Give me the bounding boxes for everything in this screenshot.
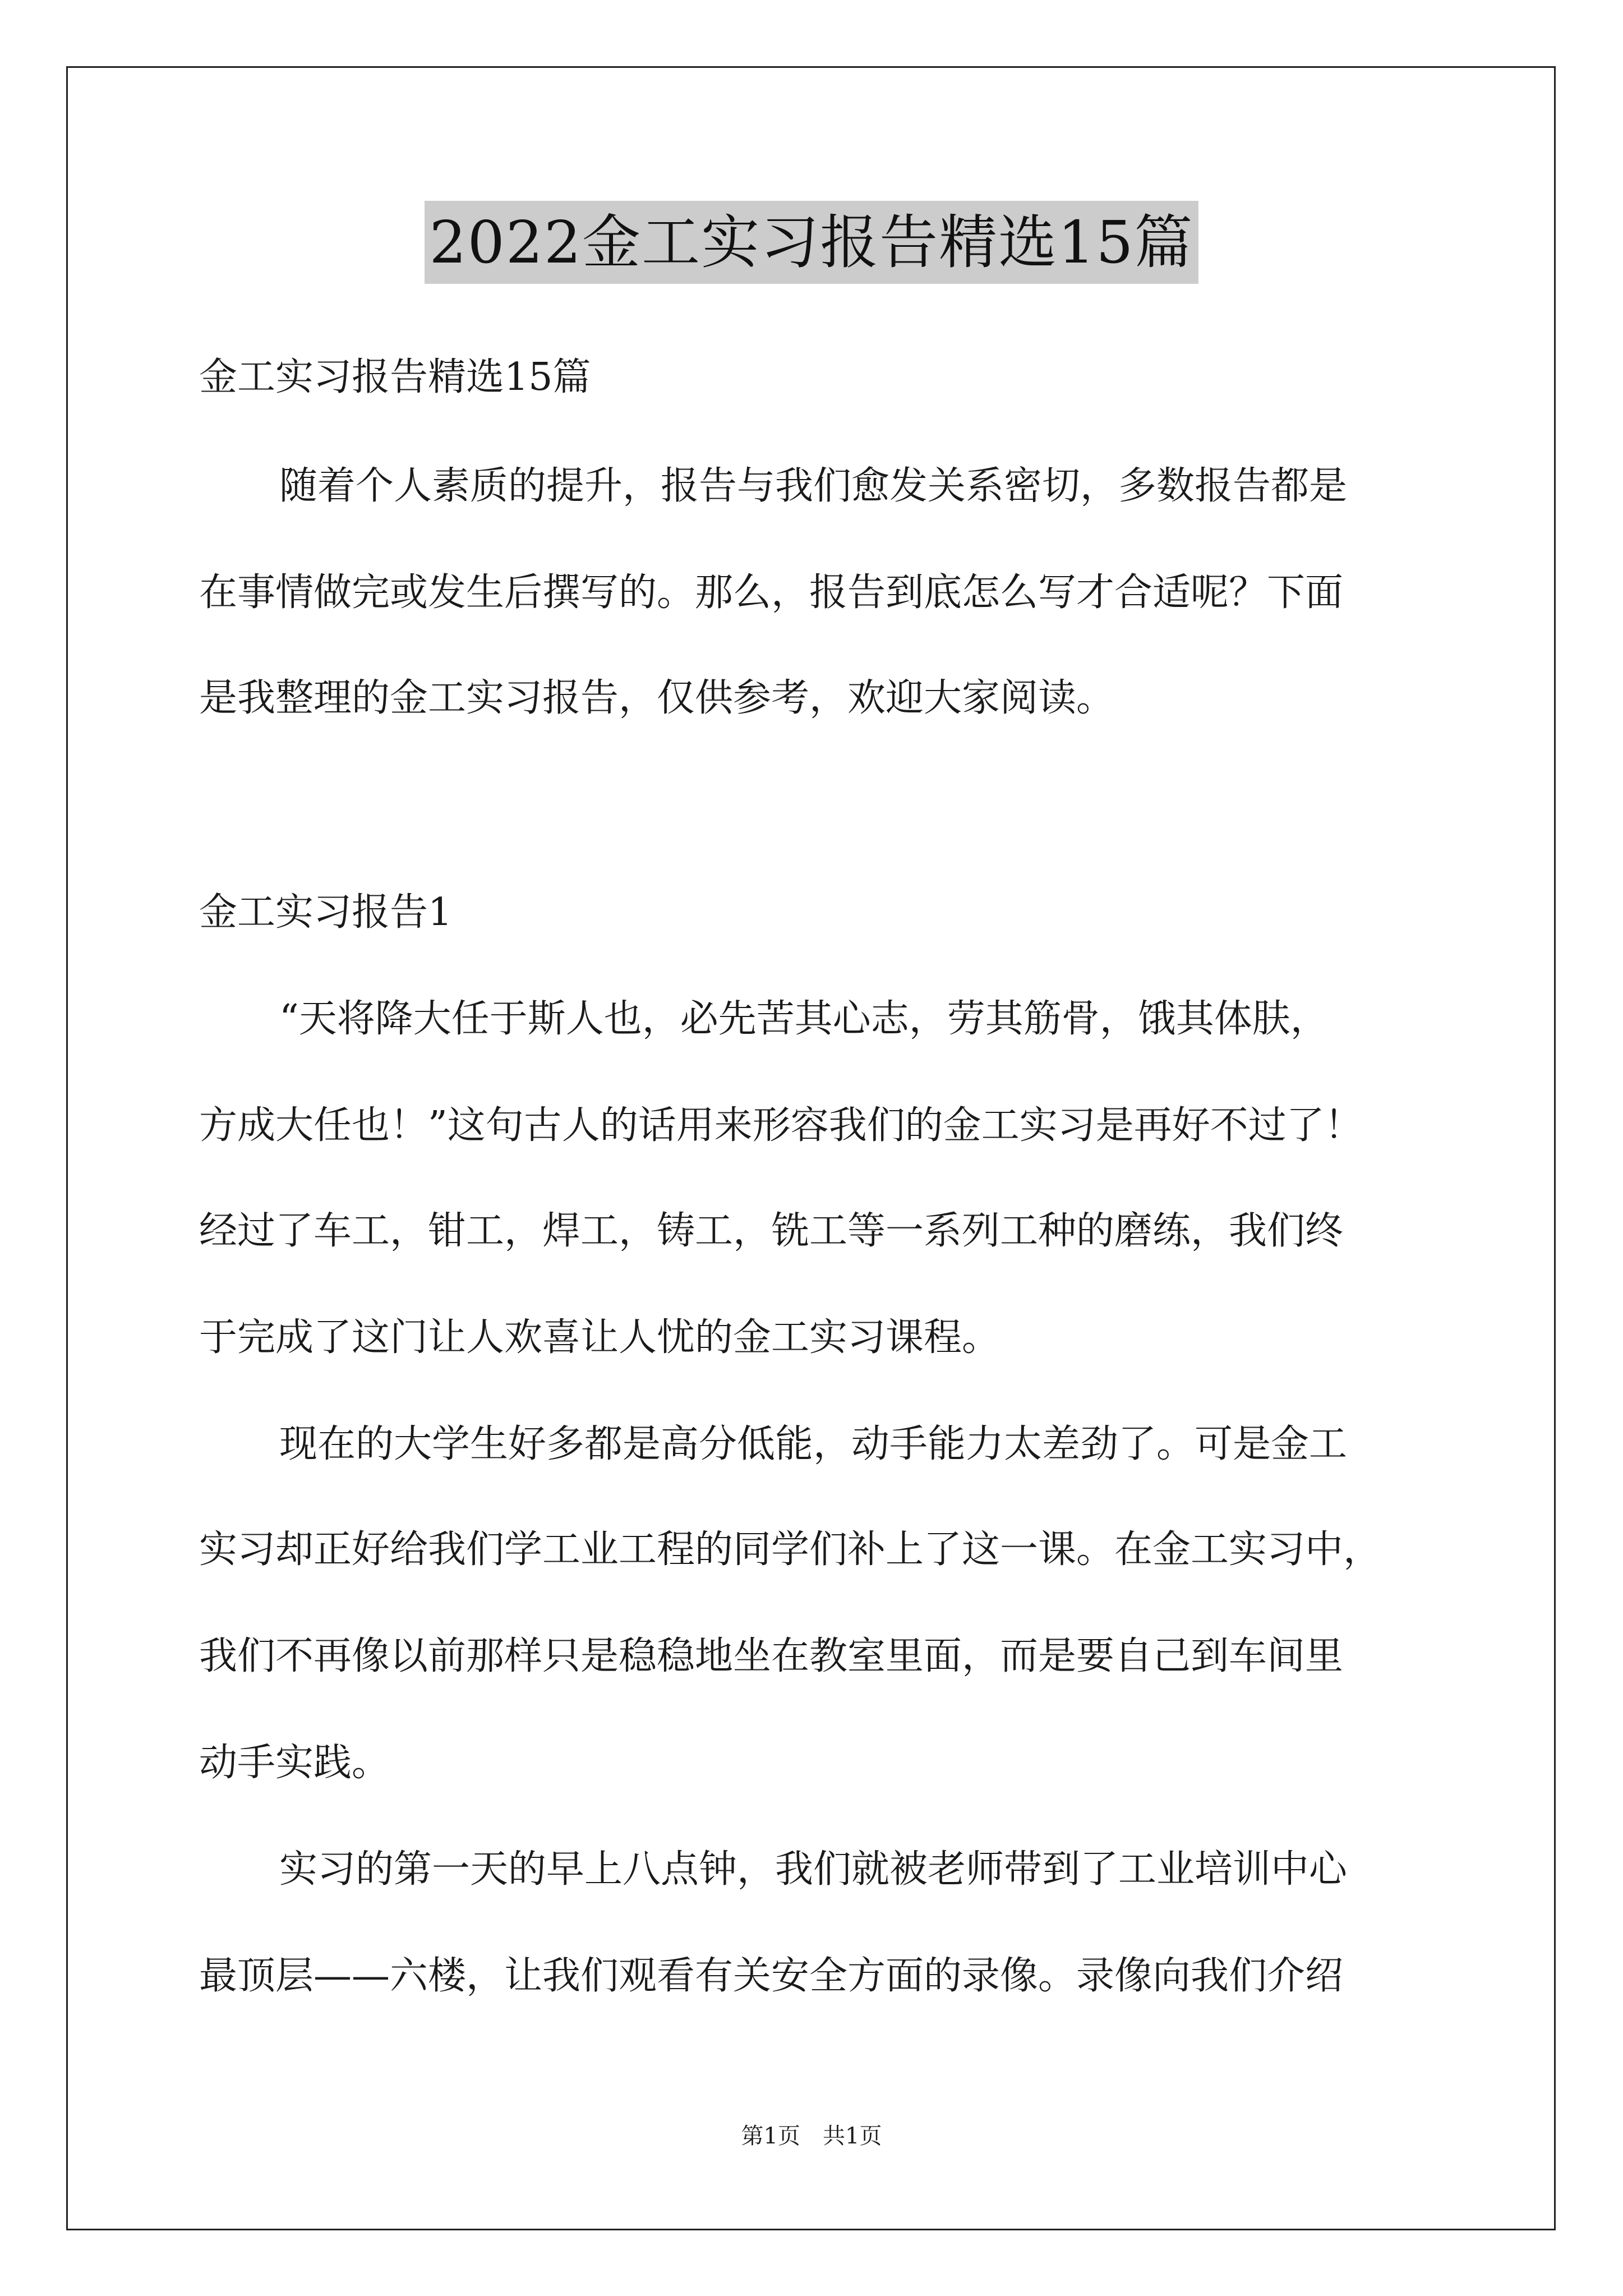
intro-line-1: 随着个人素质的提升，报告与我们愈发关系密切，多数报告都是: [279, 464, 1348, 508]
title-wrap: [0, 201, 1623, 284]
document-title: 2022金工实习报告精选15篇: [425, 201, 1198, 284]
para1-line-4: 于完成了这门让人欢喜让人忧的金工实习课程。: [199, 1315, 1000, 1360]
para3-line-1: 实习的第一天的早上八点钟，我们就被老师带到了工业培训中心: [279, 1847, 1348, 1892]
intro-line-2: 在事情做完或发生后撰写的。那么，报告到底怎么写才合适呢？下面: [199, 570, 1344, 615]
page-number-current: 第1页: [741, 2123, 800, 2149]
para3-line-2: 最顶层——六楼，让我们观看有关安全方面的录像。录像向我们介绍: [199, 1954, 1344, 1998]
para2-line-3: 我们不再像以前那样只是稳稳地坐在教室里面，而是要自己到车间里: [199, 1634, 1344, 1678]
para1-line-1: “天将降大任于斯人也，必先苦其心志，劳其筋骨，饿其体肤，: [279, 997, 1329, 1041]
para2-line-1: 现在的大学生好多都是高分低能，动手能力太差劲了。可是金工: [279, 1422, 1348, 1466]
section-heading: 金工实习报告1: [199, 890, 453, 935]
document-subtitle: 金工实习报告精选15篇: [199, 355, 591, 399]
page-footer: [0, 2120, 1623, 2152]
para1-line-2: 方成大任也！”这句古人的话用来形容我们的金工实习是再好不过了！: [199, 1103, 1363, 1148]
para2-line-2: 实习却正好给我们学工业工程的同学们补上了这一课。在金工实习中，: [199, 1527, 1382, 1572]
para2-line-4: 动手实践。: [199, 1741, 390, 1785]
intro-line-3: 是我整理的金工实习报告，仅供参考，欢迎大家阅读。: [199, 676, 1115, 720]
page-number-total: 共1页: [823, 2123, 882, 2149]
para1-line-3: 经过了车工，钳工，焊工，铸工，铣工等一系列工种的磨练，我们终: [199, 1209, 1344, 1253]
